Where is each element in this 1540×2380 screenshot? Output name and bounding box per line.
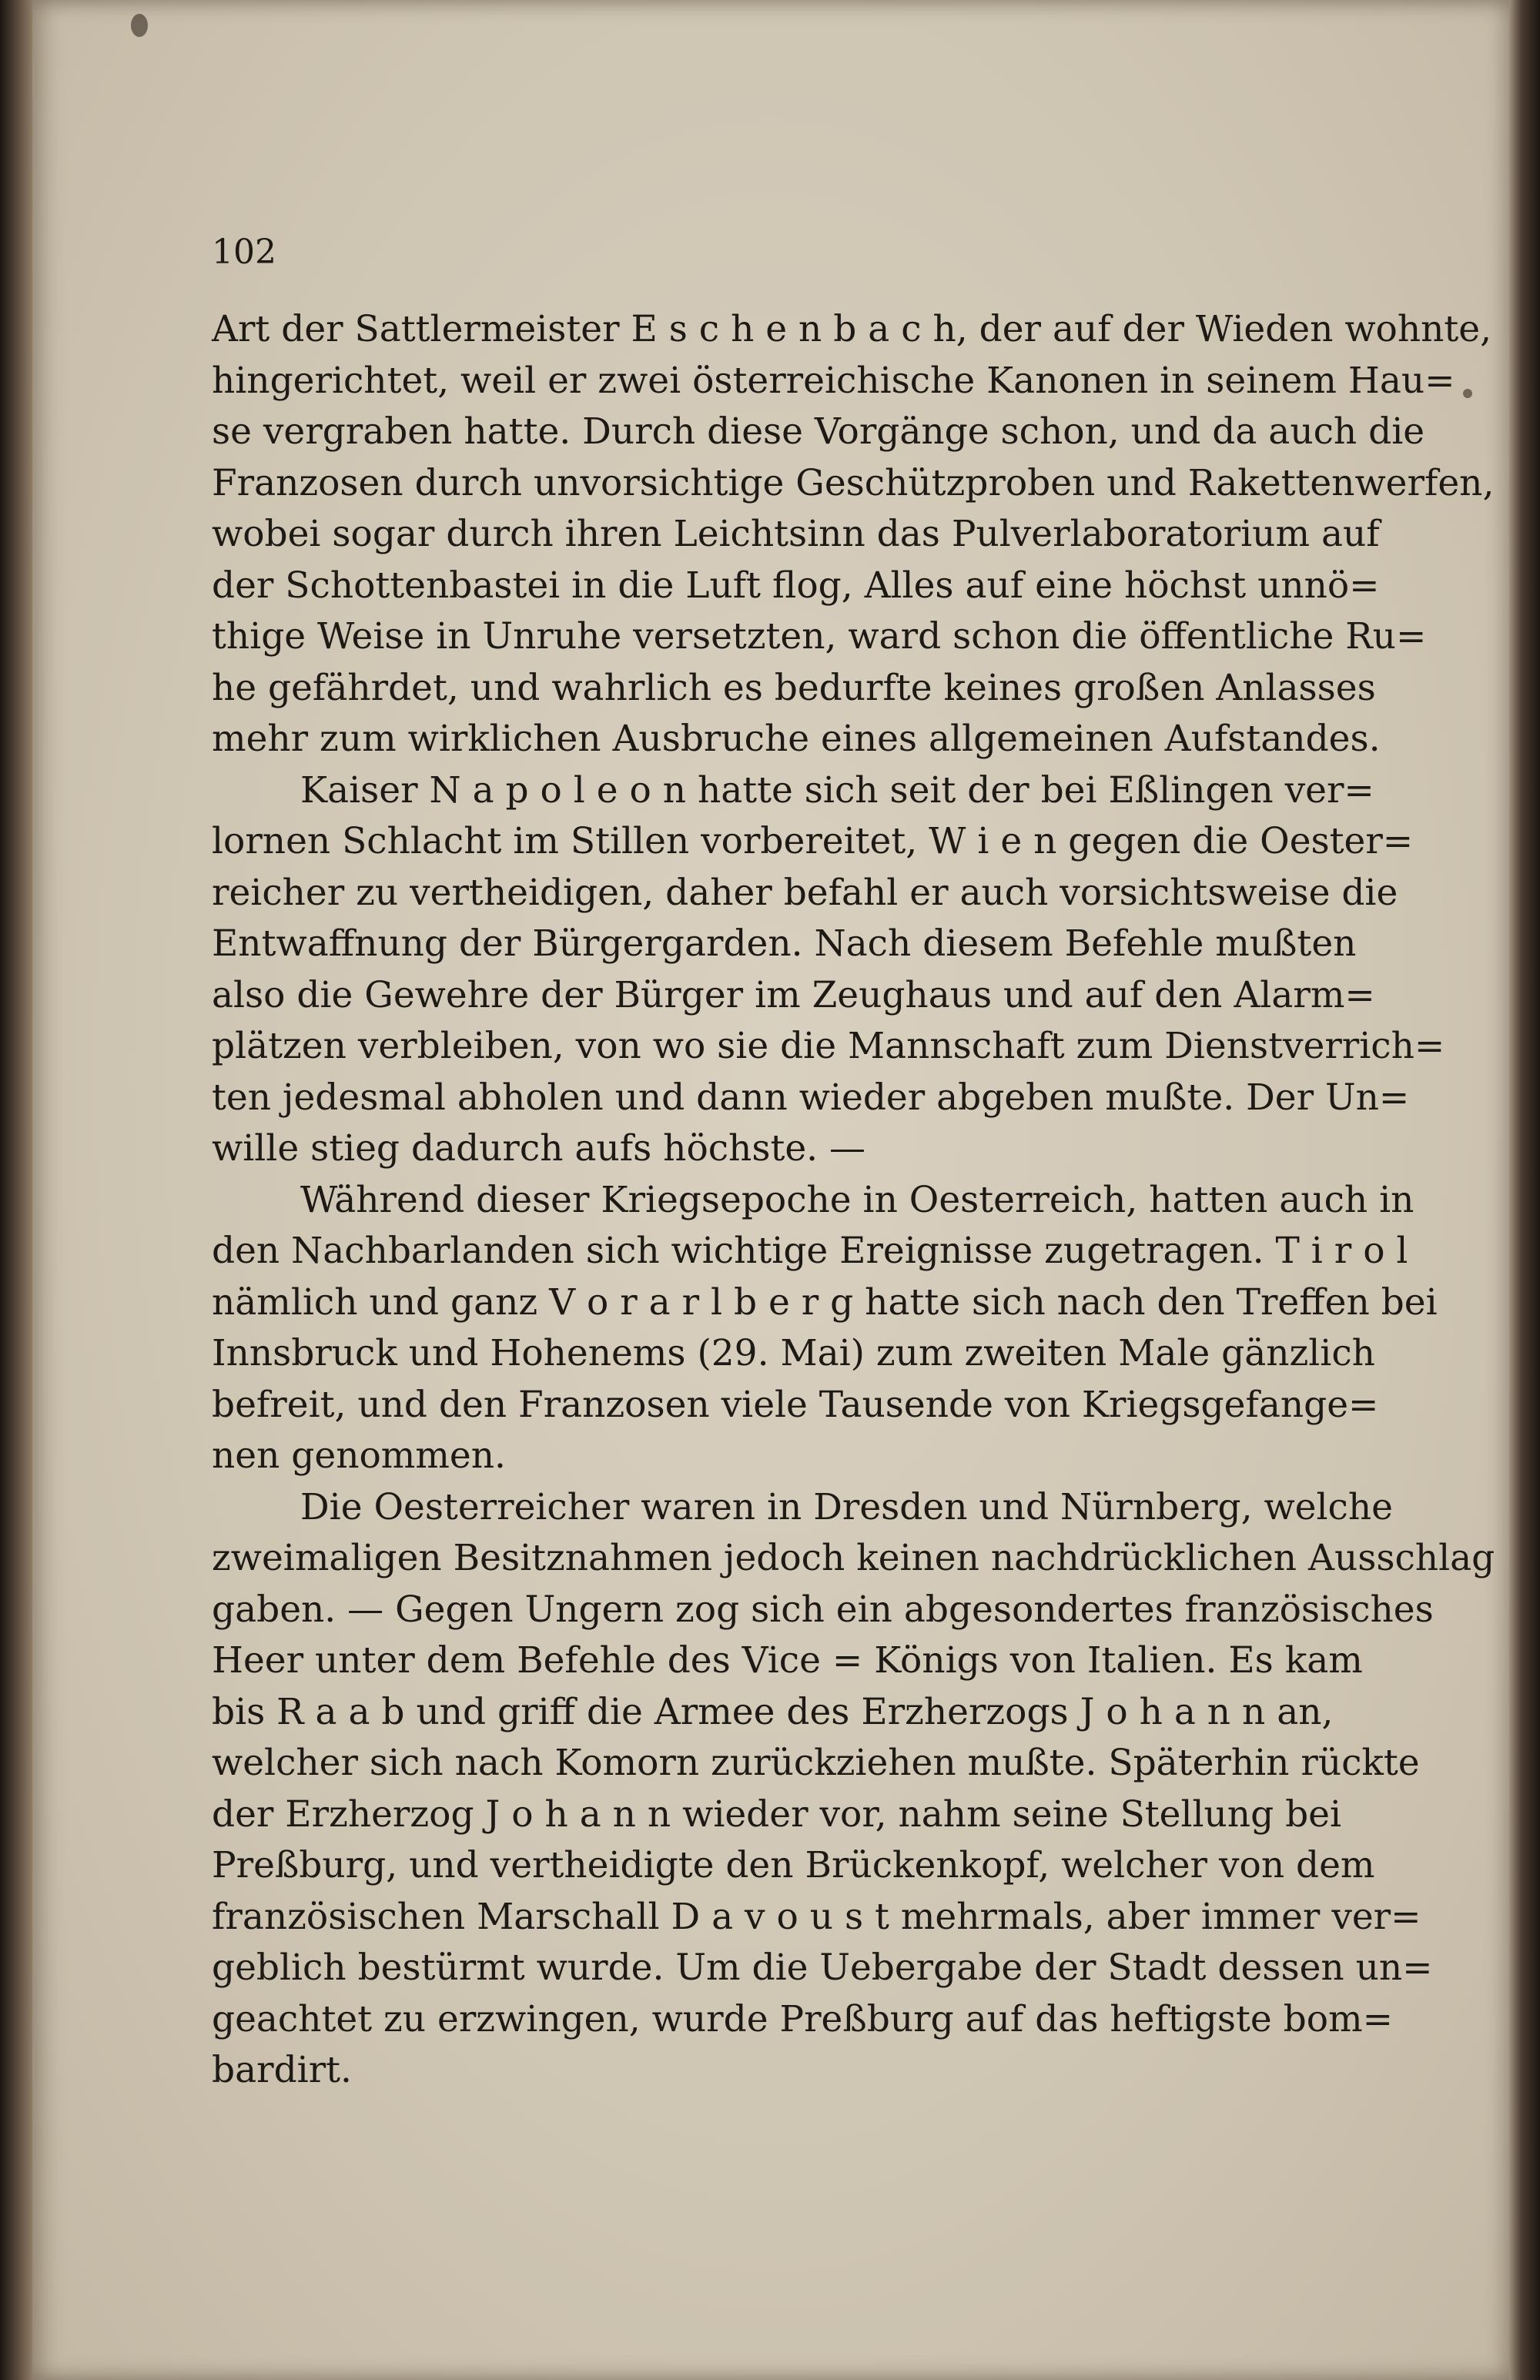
text-line: se vergraben hatte. Durch diese Vorgänge schon, und da auch die bbox=[212, 410, 1425, 453]
text-line: plätzen verbleiben, von wo sie die Mannschaft zum Dienstverrich= bbox=[212, 1025, 1445, 1067]
text-line: he gefährdet, und wahrlich es bedurfte keines großen Anlasses bbox=[212, 666, 1376, 709]
text-line: wobei sogar durch ihren Leichtsinn das Pulverlaboratorium auf bbox=[212, 513, 1380, 555]
text-line: französischen Marschall D a v o u s t mehrmals, aber immer ver= bbox=[212, 1895, 1421, 1938]
text-line: geblich bestürmt wurde. Um die Uebergabe der Stadt dessen un= bbox=[212, 1947, 1433, 1989]
text-line: mehr zum wirklichen Ausbruche eines allgemeinen Aufstandes. bbox=[212, 718, 1381, 760]
text-line: Während dieser Kriegsepoche in Oesterreich, hatten auch in bbox=[300, 1178, 1414, 1221]
text-line: der Erzherzog J o h a n n wieder vor, nahm seine Stellung bei bbox=[212, 1793, 1342, 1836]
text-line: zweimaligen Besitznahmen jedoch keinen nachdrücklichen Ausschlag bbox=[212, 1537, 1495, 1579]
page-number: 102 bbox=[212, 233, 276, 272]
text-line: lornen Schlacht im Stillen vorbereitet, W i e n gegen die Oester= bbox=[212, 820, 1414, 862]
text-line: Die Oesterreicher waren in Dresden und Nürnberg, welche bbox=[300, 1485, 1393, 1528]
text-line: also die Gewehre der Bürger im Zeughaus und auf den Alarm= bbox=[212, 973, 1375, 1016]
text-line: Preßburg, und vertheidigte den Brückenkopf, welcher von dem bbox=[212, 1844, 1375, 1886]
text-line: der Schottenbastei in die Luft flog, Alles auf eine höchst unnö= bbox=[212, 564, 1380, 607]
text-line: wille stieg dadurch aufs höchste. — bbox=[212, 1127, 866, 1170]
ink-spot bbox=[1463, 389, 1472, 398]
text-line: nämlich und ganz V o r a r l b e r g hatte sich nach den Treffen bei bbox=[212, 1280, 1438, 1324]
text-line: Kaiser N a p o l e o n hatte sich seit der bei Eßlingen ver= bbox=[300, 768, 1374, 812]
text-line: Heer unter dem Befehle des Vice = Königs von Italien. Es kam bbox=[212, 1639, 1363, 1682]
text-line: hingerichtet, weil er zwei österreichische Kanonen in seinem Hau= bbox=[212, 359, 1455, 402]
text-line: Entwaffnung der Bürgergarden. Nach diesem Befehle mußten bbox=[212, 922, 1357, 965]
body-text bbox=[212, 304, 1495, 2097]
text-line: den Nachbarlanden sich wichtige Ereignisse zugetragen. T i r o l bbox=[212, 1230, 1408, 1272]
book-spine-shadow bbox=[0, 0, 32, 2380]
text-line: thige Weise in Unruhe versetzten, ward schon die öffentliche Ru= bbox=[212, 615, 1427, 658]
text-line: reicher zu vertheidigen, daher befahl er auch vorsichtsweise die bbox=[212, 871, 1398, 914]
ink-spot bbox=[131, 14, 148, 37]
text-line: ten jedesmal abholen und dann wieder abgeben mußte. Der Un= bbox=[212, 1076, 1410, 1119]
text-line: Innsbruck und Hohenems (29. Mai) zum zweiten Male gänzlich bbox=[212, 1332, 1375, 1374]
text-line: geachtet zu erzwingen, wurde Preßburg auf das heftigste bom= bbox=[212, 1997, 1393, 2040]
text-line: nen genommen. bbox=[212, 1434, 506, 1477]
text-line: befreit, und den Franzosen viele Tausende von Kriegsgefange= bbox=[212, 1383, 1379, 1426]
text-line: bardirt. bbox=[212, 2049, 352, 2091]
text-line: Franzosen durch unvorsichtige Geschützproben und Rakettenwerfen, bbox=[212, 461, 1495, 504]
book-edge-shadow bbox=[1509, 0, 1540, 2380]
text-line: Art der Sattlermeister E s c h e n b a c h, der auf der Wieden wohnte, bbox=[212, 308, 1492, 350]
text-line: gaben. — Gegen Ungern zog sich ein abgesondertes französisches bbox=[212, 1588, 1434, 1631]
text-line: bis R a a b und griff die Armee des Erzherzogs J o h a n n an, bbox=[212, 1690, 1334, 1733]
text-line: welcher sich nach Komorn zurückziehen mußte. Späterhin rückte bbox=[212, 1742, 1420, 1784]
